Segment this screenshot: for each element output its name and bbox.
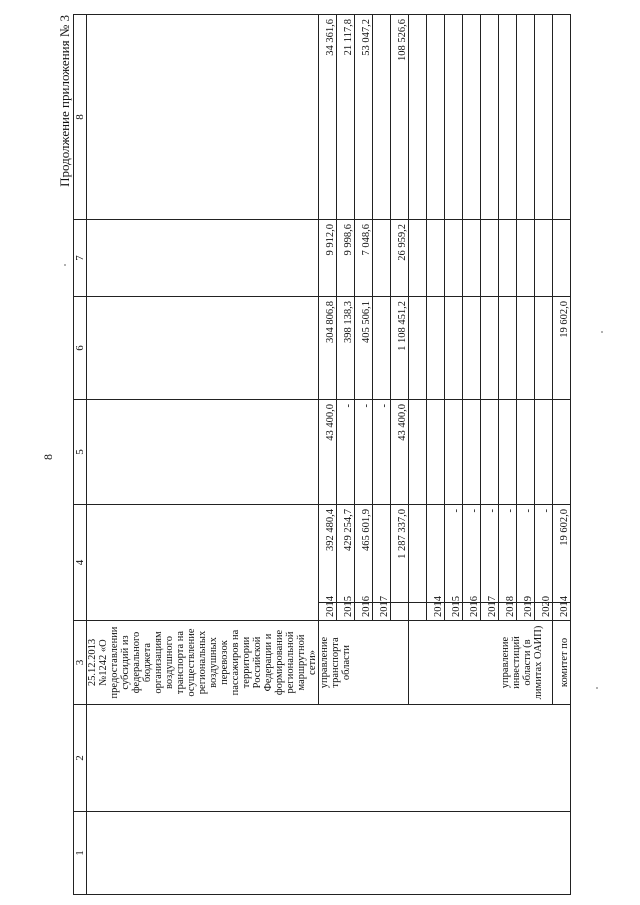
- rotated-page: [57, 15, 570, 895]
- year-cell: 2015: [445, 603, 463, 621]
- value-cell: 43 400,0: [319, 400, 337, 505]
- value-cell: [373, 15, 391, 220]
- value-cell: [427, 297, 445, 400]
- value-cell: 19 602,0: [553, 297, 571, 400]
- total-cell: 26 959,2: [391, 220, 409, 297]
- total-cell: 108 526,6: [391, 15, 409, 220]
- value-cell: [499, 400, 517, 505]
- executor-cell: управление инвестиций области (в лимитах ОАИП): [409, 621, 553, 705]
- value-cell: [517, 400, 535, 505]
- value-cell: 398 138,3: [337, 297, 355, 400]
- value-cell: [535, 297, 553, 400]
- value-cell: [463, 220, 481, 297]
- value-cell: [445, 297, 463, 400]
- executor-cell: управление транспорта области: [319, 621, 409, 705]
- value-cell: [463, 15, 481, 220]
- value-cell: [409, 15, 427, 220]
- year-cell: 2014: [319, 603, 337, 621]
- year-cell: 2015: [337, 603, 355, 621]
- value-cell: [499, 220, 517, 297]
- value-cell: [517, 15, 535, 220]
- value-cell: [427, 220, 445, 297]
- value-cell: 34 361,6: [319, 15, 337, 220]
- value-cell: [409, 297, 427, 400]
- value-cell: [517, 297, 535, 400]
- budget-table: [73, 14, 571, 895]
- year-cell: 2017: [373, 603, 391, 621]
- header-cell: 6: [74, 297, 87, 400]
- year-cell: 2014: [427, 603, 445, 621]
- value-cell: [427, 400, 445, 505]
- header-cell: 5: [74, 400, 87, 505]
- table-row: [87, 15, 319, 895]
- header-cell: 1: [74, 812, 87, 895]
- value-cell: [535, 400, 553, 505]
- header-cell: 2: [74, 705, 87, 812]
- col1-cell: [87, 812, 571, 895]
- value-cell: [409, 400, 427, 505]
- year-cell: [409, 603, 427, 621]
- value-cell: -: [481, 505, 499, 603]
- value-cell: [553, 220, 571, 297]
- value-cell: [445, 220, 463, 297]
- measure-title: 25.12.2013 №1242 «О предоставлении субсидий из федерального бюджета организациям воздушного транспорта на осуществление региональных воздушных перевозок пассажиров на территории Российской Федерации и формирование региональной маршрутной сети»: [87, 621, 319, 705]
- value-cell: [463, 400, 481, 505]
- value-cell: -: [445, 505, 463, 603]
- value-cell: [553, 15, 571, 220]
- value-cell: -: [355, 400, 373, 505]
- scan-speck: [601, 331, 603, 333]
- header-cell: 7: [74, 220, 87, 297]
- cell: [87, 220, 319, 297]
- value-cell: 405 506,1: [355, 297, 373, 400]
- value-cell: 9 912,0: [319, 220, 337, 297]
- year-cell: 2017: [481, 603, 499, 621]
- total-cell: 43 400,0: [391, 400, 409, 505]
- value-cell: [463, 297, 481, 400]
- year-cell: 2016: [463, 603, 481, 621]
- value-cell: 7 048,6: [355, 220, 373, 297]
- year-cell: 2020: [535, 603, 553, 621]
- year-cell: 2019: [517, 603, 535, 621]
- total-cell: 1 108 451,2: [391, 297, 409, 400]
- total-cell: 1 287 337,0: [391, 505, 409, 603]
- scan-speck: [596, 687, 598, 689]
- value-cell: [445, 15, 463, 220]
- header-cell: 8: [74, 15, 87, 220]
- value-cell: -: [373, 400, 391, 505]
- header-cell: 4: [74, 505, 87, 621]
- cell: [87, 505, 319, 621]
- value-cell: -: [499, 505, 517, 603]
- value-cell: [481, 400, 499, 505]
- appendix-caption: Продолжение приложения № 3: [57, 15, 72, 187]
- value-cell: [481, 220, 499, 297]
- value-cell: [553, 400, 571, 505]
- value-cell: [535, 220, 553, 297]
- value-cell: -: [517, 505, 535, 603]
- value-cell: [499, 297, 517, 400]
- value-cell: 429 254,7: [337, 505, 355, 603]
- value-cell: [409, 220, 427, 297]
- value-cell: [373, 220, 391, 297]
- header-row: [74, 15, 87, 895]
- value-cell: [427, 15, 445, 220]
- value-cell: 21 117,8: [337, 15, 355, 220]
- value-cell: -: [337, 400, 355, 505]
- value-cell: [445, 400, 463, 505]
- value-cell: [517, 220, 535, 297]
- value-cell: [499, 15, 517, 220]
- value-cell: -: [535, 505, 553, 603]
- year-cell: [391, 603, 409, 621]
- value-cell: 392 480,4: [319, 505, 337, 603]
- page-number: 8: [41, 454, 55, 460]
- value-cell: 53 047,2: [355, 15, 373, 220]
- cell: [87, 15, 319, 220]
- cell: [87, 297, 319, 400]
- value-cell: [373, 505, 391, 603]
- year-cell: 2014: [553, 603, 571, 621]
- year-cell: 2018: [499, 603, 517, 621]
- scan-speck: [64, 264, 66, 266]
- value-cell: [481, 15, 499, 220]
- value-cell: [409, 505, 427, 603]
- value-cell: -: [463, 505, 481, 603]
- value-cell: [481, 297, 499, 400]
- value-cell: 465 601,9: [355, 505, 373, 603]
- value-cell: [373, 297, 391, 400]
- header-cell: 3: [74, 621, 87, 705]
- value-cell: [535, 15, 553, 220]
- value-cell: 19 602,0: [553, 505, 571, 603]
- value-cell: 304 806,8: [319, 297, 337, 400]
- executor-cell: комитет по: [553, 621, 571, 705]
- year-cell: 2016: [355, 603, 373, 621]
- col2-cell: [87, 705, 571, 812]
- cell: [87, 400, 319, 505]
- value-cell: 9 998,6: [337, 220, 355, 297]
- value-cell: [427, 505, 445, 603]
